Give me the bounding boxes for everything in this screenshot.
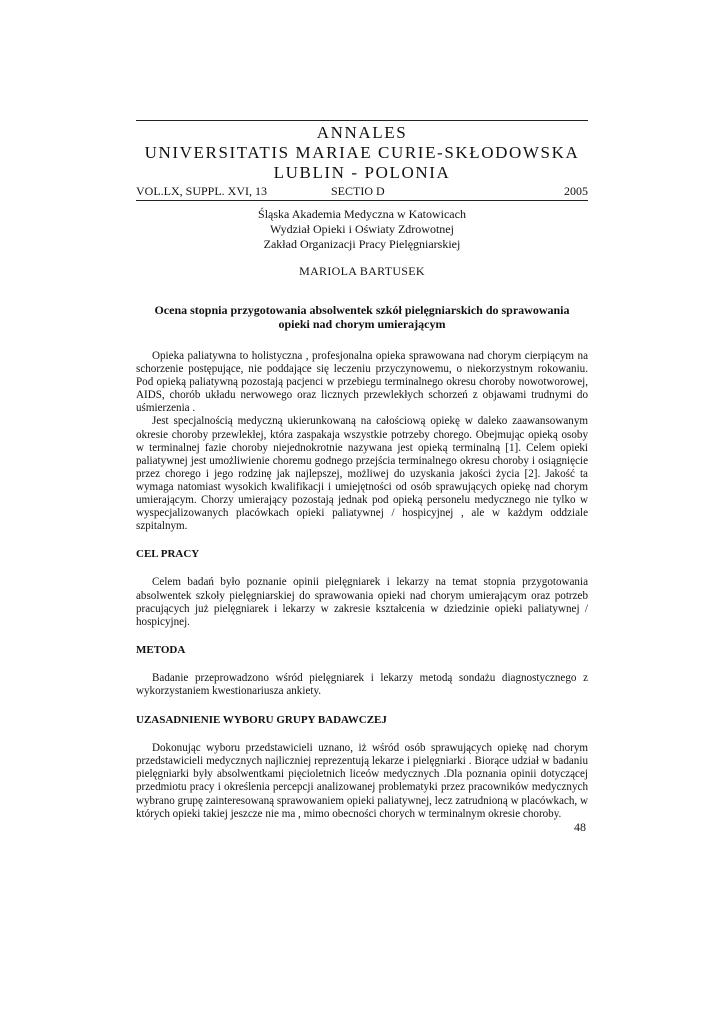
- journal-name-line2: UNIVERSITATIS MARIAE CURIE-SKŁODOWSKA: [144, 143, 580, 162]
- header-bottom-rule: [136, 200, 588, 201]
- affiliation: [136, 207, 588, 252]
- cel-paragraph: Celem badań było poznanie opinii pielęgniarek i lekarzy na temat stopnia przygotowania absolwentek szkoły pielęgniarskiej do sprawowania opieki nad chorym umierającym oraz potrzeb pracujących już pielęgniarek i lekarzy w zakresie kształcenia w dziedzinie opieki paliatywnej / hospicyjnej.: [136, 576, 588, 628]
- section-heading-uzasadnienie: UZASADNIENIE WYBORU GRUPY BADAWCZEJ: [136, 714, 387, 727]
- journal-name-line1: ANNALES: [316, 123, 408, 142]
- intro-paragraph-2: Jest specjalnością medyczną ukierunkowaną na całościową opiekę w daleko zaawansowanym okresie choroby przewlekłej, która zaspakaja wszystkie potrzeby chorego. Obejmując opieką osoby w terminalnej fazie choroby niejednokrotnie nazywana jest opieką terminalną [1]. Celem opieki paliatywnej jest umożliwienie choremu godnego przejścia terminalnego okresu choroby i osiągnięcie przez chorego i jego rodzinę jak najlepszej, możliwej do uzyskania jakości życia [2]. Jakość ta wymaga natomiast wysokich kwalifikacji i umiejętności od osób sprawujących opiekę nad chorym umierającym. Chorzy umierający pozostają jednak pod opieką personelu medycznego nie tylko w wyspecjalizowanych placówkach opieki paliatywnej / hospicyjnej , ale w każdym oddziale szpitalnym.: [136, 415, 588, 533]
- affiliation-line3: Zakład Organizacji Pracy Pielęgniarskiej: [263, 237, 461, 251]
- section-heading-cel: CEL PRACY: [136, 548, 200, 561]
- section-heading-metoda: METODA: [136, 643, 186, 656]
- affiliation-line1: Śląska Akademia Medyczna w Katowicach: [258, 207, 466, 221]
- volume-info: VOL.LX, SUPPL. XVI, 13: [136, 184, 268, 198]
- author-name: MARIOLA BARTUSEK: [299, 264, 425, 278]
- header-top-rule: [136, 120, 588, 121]
- intro-paragraph-1: Opieka paliatywna to holistyczna , profesjonalna opieka sprawowana nad chorym cierpiącym na schorzenie postępujące, nie poddające się leczeniu przyczynowemu, o niekorzystnym rokowaniu. Pod opieką paliatywną pozostają pacjenci w przebiegu terminalnego okresu choroby nowotworowej, AIDS, chorób układu nerwowego oraz licznych przewlekłych schorzeń z objawami trudnymi do uśmierzenia .: [136, 350, 588, 415]
- article-title-line1: Ocena stopnia przygotowania absolwentek szkół pielęgniarskich do sprawowania: [154, 303, 570, 317]
- article-title-line2: opieki nad chorym umierającym: [278, 317, 446, 331]
- uzasadnienie-paragraph: Dokonując wyboru przedstawicieli uznano, iż wśród osób sprawujących opiekę nad chorym przedstawicieli medycznych najliczniej reprezentują lekarze i pielęgniarki . Biorące udział w badaniu pielęgniarki były absolwentkami pięcioletnich liceów medycznych .Dla poznania opinii dotyczącej przedmiotu pracy i określenia percepcji analizowanej problematyki przez pracowników medycznych wybrano grupę zainteresowaną sprawowaniem opieki paliatywnej, lecz zatrudnioną w placówkach, w których opieki takiej jeszcze nie ma , mimo obecności chorych w terminalnym okresie choroby.: [136, 742, 588, 820]
- article-title: [136, 303, 588, 331]
- metoda-paragraph: Badanie przeprowadzono wśród pielęgniarek i lekarzy metodą sondażu diagnostycznego z wykorzystaniem kwestionariusza ankiety.: [136, 671, 588, 697]
- volume-row: [136, 184, 588, 198]
- section-info: SECTIO D: [331, 184, 385, 198]
- journal-name-line3: LUBLIN - POLONIA: [273, 163, 451, 182]
- page-number: 48: [574, 820, 586, 834]
- affiliation-line2: Wydział Opieki i Oświaty Zdrowotnej: [270, 222, 454, 236]
- journal-header: [136, 120, 588, 201]
- article-body: [136, 350, 588, 821]
- publication-year: 2005: [564, 184, 588, 198]
